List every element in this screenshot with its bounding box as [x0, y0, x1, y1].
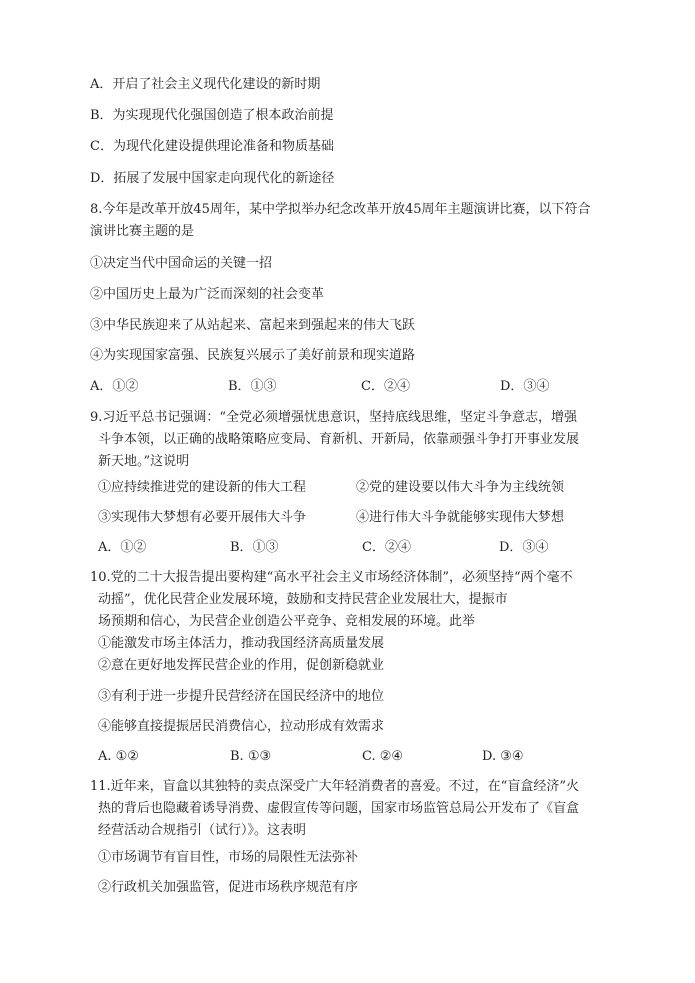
q9-statement-4: ④进行伟大斗争就能够实现伟大梦想	[356, 510, 565, 525]
q10-choice-c: C. ②④	[362, 749, 404, 764]
q9-choice-a: A．①②	[98, 540, 147, 555]
q10-choice-a: A. ①②	[98, 749, 139, 764]
q8-stem-line-2: 演讲比赛主题的是	[90, 224, 195, 239]
q10-choice-b: B. ①③	[230, 749, 272, 764]
q7-option-d: D．拓展了发展中国家走向现代化的新途径	[90, 171, 335, 186]
q8-choice-d: D．③④	[500, 379, 550, 394]
q8-statement-3: ③中华民族迎来了从站起来、富起来到强起来的伟大飞跃	[90, 318, 416, 333]
q10-stem-line-1: 10.党的二十大报告提出要构建“高水平社会主义市场经济体制”，必须坚持“两个毫不	[90, 570, 573, 585]
q11-stem-line-3: 经营活动合规指引（试行）》。这表明	[98, 823, 307, 838]
q9-stem-line-1: 9.习近平总书记强调：“全党必须增强忧患意识，坚持底线思维，坚定斗争意志，增强	[90, 410, 578, 425]
q8-statement-2: ②中国历史上最为广泛而深刻的社会变革	[90, 287, 325, 302]
q11-statement-2: ②行政机关加强监管，促进市场秩序规范有序	[98, 880, 359, 895]
q8-choice-b: B．①③	[228, 379, 277, 394]
q10-statement-1: ①能激发市场主体活力，推动我国经济高质量发展	[98, 636, 385, 651]
q10-statement-3: ③有利于进一步提升民营经济在国民经济中的地位	[98, 689, 385, 704]
q8-stem-line-1: 8.今年是改革开放45周年，某中学拟举办纪念改革开放45周年主题演讲比赛，以下符合	[90, 202, 591, 217]
q10-statement-2: ②意在更好地发挥民营企业的作用，促创新稳就业	[98, 658, 385, 673]
q7-option-a: A．开启了社会主义现代化建设的新时期	[90, 77, 321, 92]
q11-stem-line-1: 11.近年来，盲盒以其独特的卖点深受广大年轻消费者的喜爱。不过，在“盲盒经济”火	[90, 779, 579, 794]
q9-statement-2: ②党的建设要以伟大斗争为主线统领	[356, 480, 565, 495]
q9-choice-d: D．③④	[499, 540, 549, 555]
q10-statement-4: ④能够直接提振居民消费信心，拉动形成有效需求	[98, 719, 385, 734]
q8-choice-c: C．②④	[361, 379, 410, 394]
q7-option-b: B．为实现现代化强国创造了根本政治前提	[90, 108, 334, 123]
q9-stem-line-3: 新天地。”这说明	[98, 454, 190, 469]
q9-choice-b: B．①③	[230, 540, 279, 555]
q10-stem-line-2: 动摇”，优化民营企业发展环境，鼓励和支持民营企业发展壮大，提振市	[98, 592, 508, 607]
q9-statement-3: ③实现伟大梦想有必要开展伟大斗争	[98, 510, 307, 525]
q11-stem-line-2: 热的背后也隐藏着诱导消费、虚假宣传等问题，国家市场监管总局公开发布了《盲盒	[98, 801, 580, 816]
q11-statement-1: ①市场调节有盲目性，市场的局限性无法弥补	[98, 850, 359, 865]
q9-stem-line-2: 斗争本领，以正确的战略策略应变局、育新机、开新局，依靠顽强斗争打开事业发展	[98, 432, 580, 447]
q8-statement-1: ①决定当代中国命运的关键一招	[90, 256, 273, 271]
q10-stem-line-3: 场预期和信心，为民营企业创造公平竞争、竞相发展的环境。此举	[98, 614, 476, 629]
q8-statement-4: ④为实现国家富强、民族复兴展示了美好前景和现实道路	[90, 348, 416, 363]
q8-choice-a: A．①②	[90, 379, 139, 394]
q7-option-c: C．为现代化建设提供理论准备和物质基础	[90, 139, 334, 154]
q9-statement-1: ①应持续推进党的建设新的伟大工程	[98, 480, 307, 495]
q10-choice-d: D. ③④	[482, 749, 524, 764]
q9-choice-c: C．②④	[362, 540, 411, 555]
